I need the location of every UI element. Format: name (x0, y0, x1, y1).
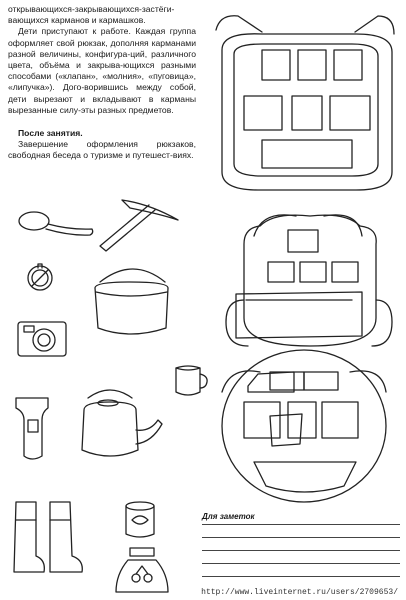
backpack-outline-3 (222, 350, 386, 502)
kettle-icon (82, 390, 162, 456)
compass-icon (28, 264, 52, 290)
camera-icon (18, 322, 66, 356)
note-line[interactable] (202, 563, 400, 564)
note-line[interactable] (202, 550, 400, 551)
note-line[interactable] (202, 576, 400, 577)
paragraph-pockets: открывающихся-закрывающихся-застёги-вающихся карманов и кармашков. (8, 4, 175, 26)
can-icon (126, 502, 154, 537)
pot-icon (95, 269, 168, 334)
backpack-outline-2 (226, 215, 392, 346)
section-title-after-class: После занятия. (18, 128, 83, 139)
mug-icon (176, 366, 207, 395)
paragraph-conclusion: Завершение оформления рюкзаков, свободная беседа о туризме и путешест-виях. (8, 139, 196, 161)
backpack-outline-1 (216, 16, 394, 190)
notes-label: Для заметок (202, 512, 255, 521)
jar-icon (116, 548, 168, 592)
source-url: http://www.liveinternet.ru/users/2709653/ (201, 588, 398, 597)
note-line[interactable] (202, 537, 400, 538)
paragraph-work: Дети приступают к работе. Каждая группа оформляет свой рюкзак, дополняя карманами разной величины, конфигура-ций, различного цвета, объёма и закрыва-ющихся разными способами («клапан», «молния», «пуговица», «липучка»). Дого-ворившись между собой, дети вырезают и вкладывают в карманы вырезанные силу-эты разных предметов. (8, 26, 196, 115)
spoon-icon (19, 212, 93, 235)
note-line[interactable] (202, 524, 400, 525)
pickaxe-icon (100, 200, 178, 251)
flashlight-icon (16, 398, 48, 459)
boots-icon (14, 502, 82, 572)
